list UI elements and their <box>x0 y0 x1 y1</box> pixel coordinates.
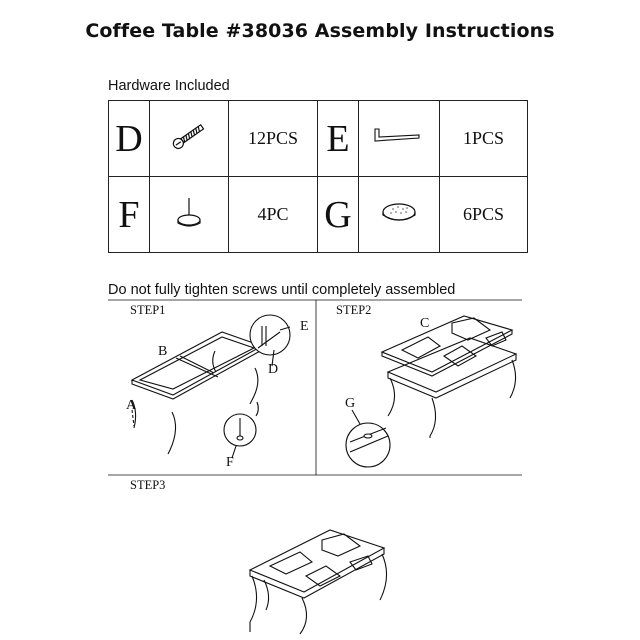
step3-label: STEP3 <box>130 478 166 492</box>
callout-c: C <box>420 316 430 331</box>
step1-detail-f <box>224 414 256 458</box>
step2-legs <box>388 360 516 438</box>
hardware-qty-f: 4PC <box>229 177 318 253</box>
step1-detail-e <box>250 315 290 366</box>
hardware-letter-f: F <box>109 177 150 253</box>
step2-detail-g <box>346 423 390 467</box>
step1-frame <box>132 332 262 399</box>
hardware-qty-d: 12PCS <box>229 101 318 177</box>
hardware-heading: Hardware Included <box>108 78 230 94</box>
hardware-letter-g: G <box>318 177 359 253</box>
step1-label: STEP1 <box>130 303 166 317</box>
callout-f: F <box>226 455 234 470</box>
callout-g: G <box>345 396 356 411</box>
callout-d: D <box>268 362 279 377</box>
hardware-letter-e: E <box>318 101 359 177</box>
callout-a: A <box>126 398 137 413</box>
hardware-qty-e: 1PCS <box>440 101 528 177</box>
hardware-letter-d: D <box>109 101 150 177</box>
callout-b: B <box>158 344 168 359</box>
page-title: Coffee Table #38036 Assembly Instructions <box>85 20 555 42</box>
step3-table <box>250 530 387 634</box>
assembly-note: Do not fully tighten screws until completely assembled <box>108 282 456 298</box>
step2-label: STEP2 <box>336 303 372 317</box>
hardware-qty-g: 6PCS <box>440 177 528 253</box>
callout-e: E <box>300 319 309 334</box>
